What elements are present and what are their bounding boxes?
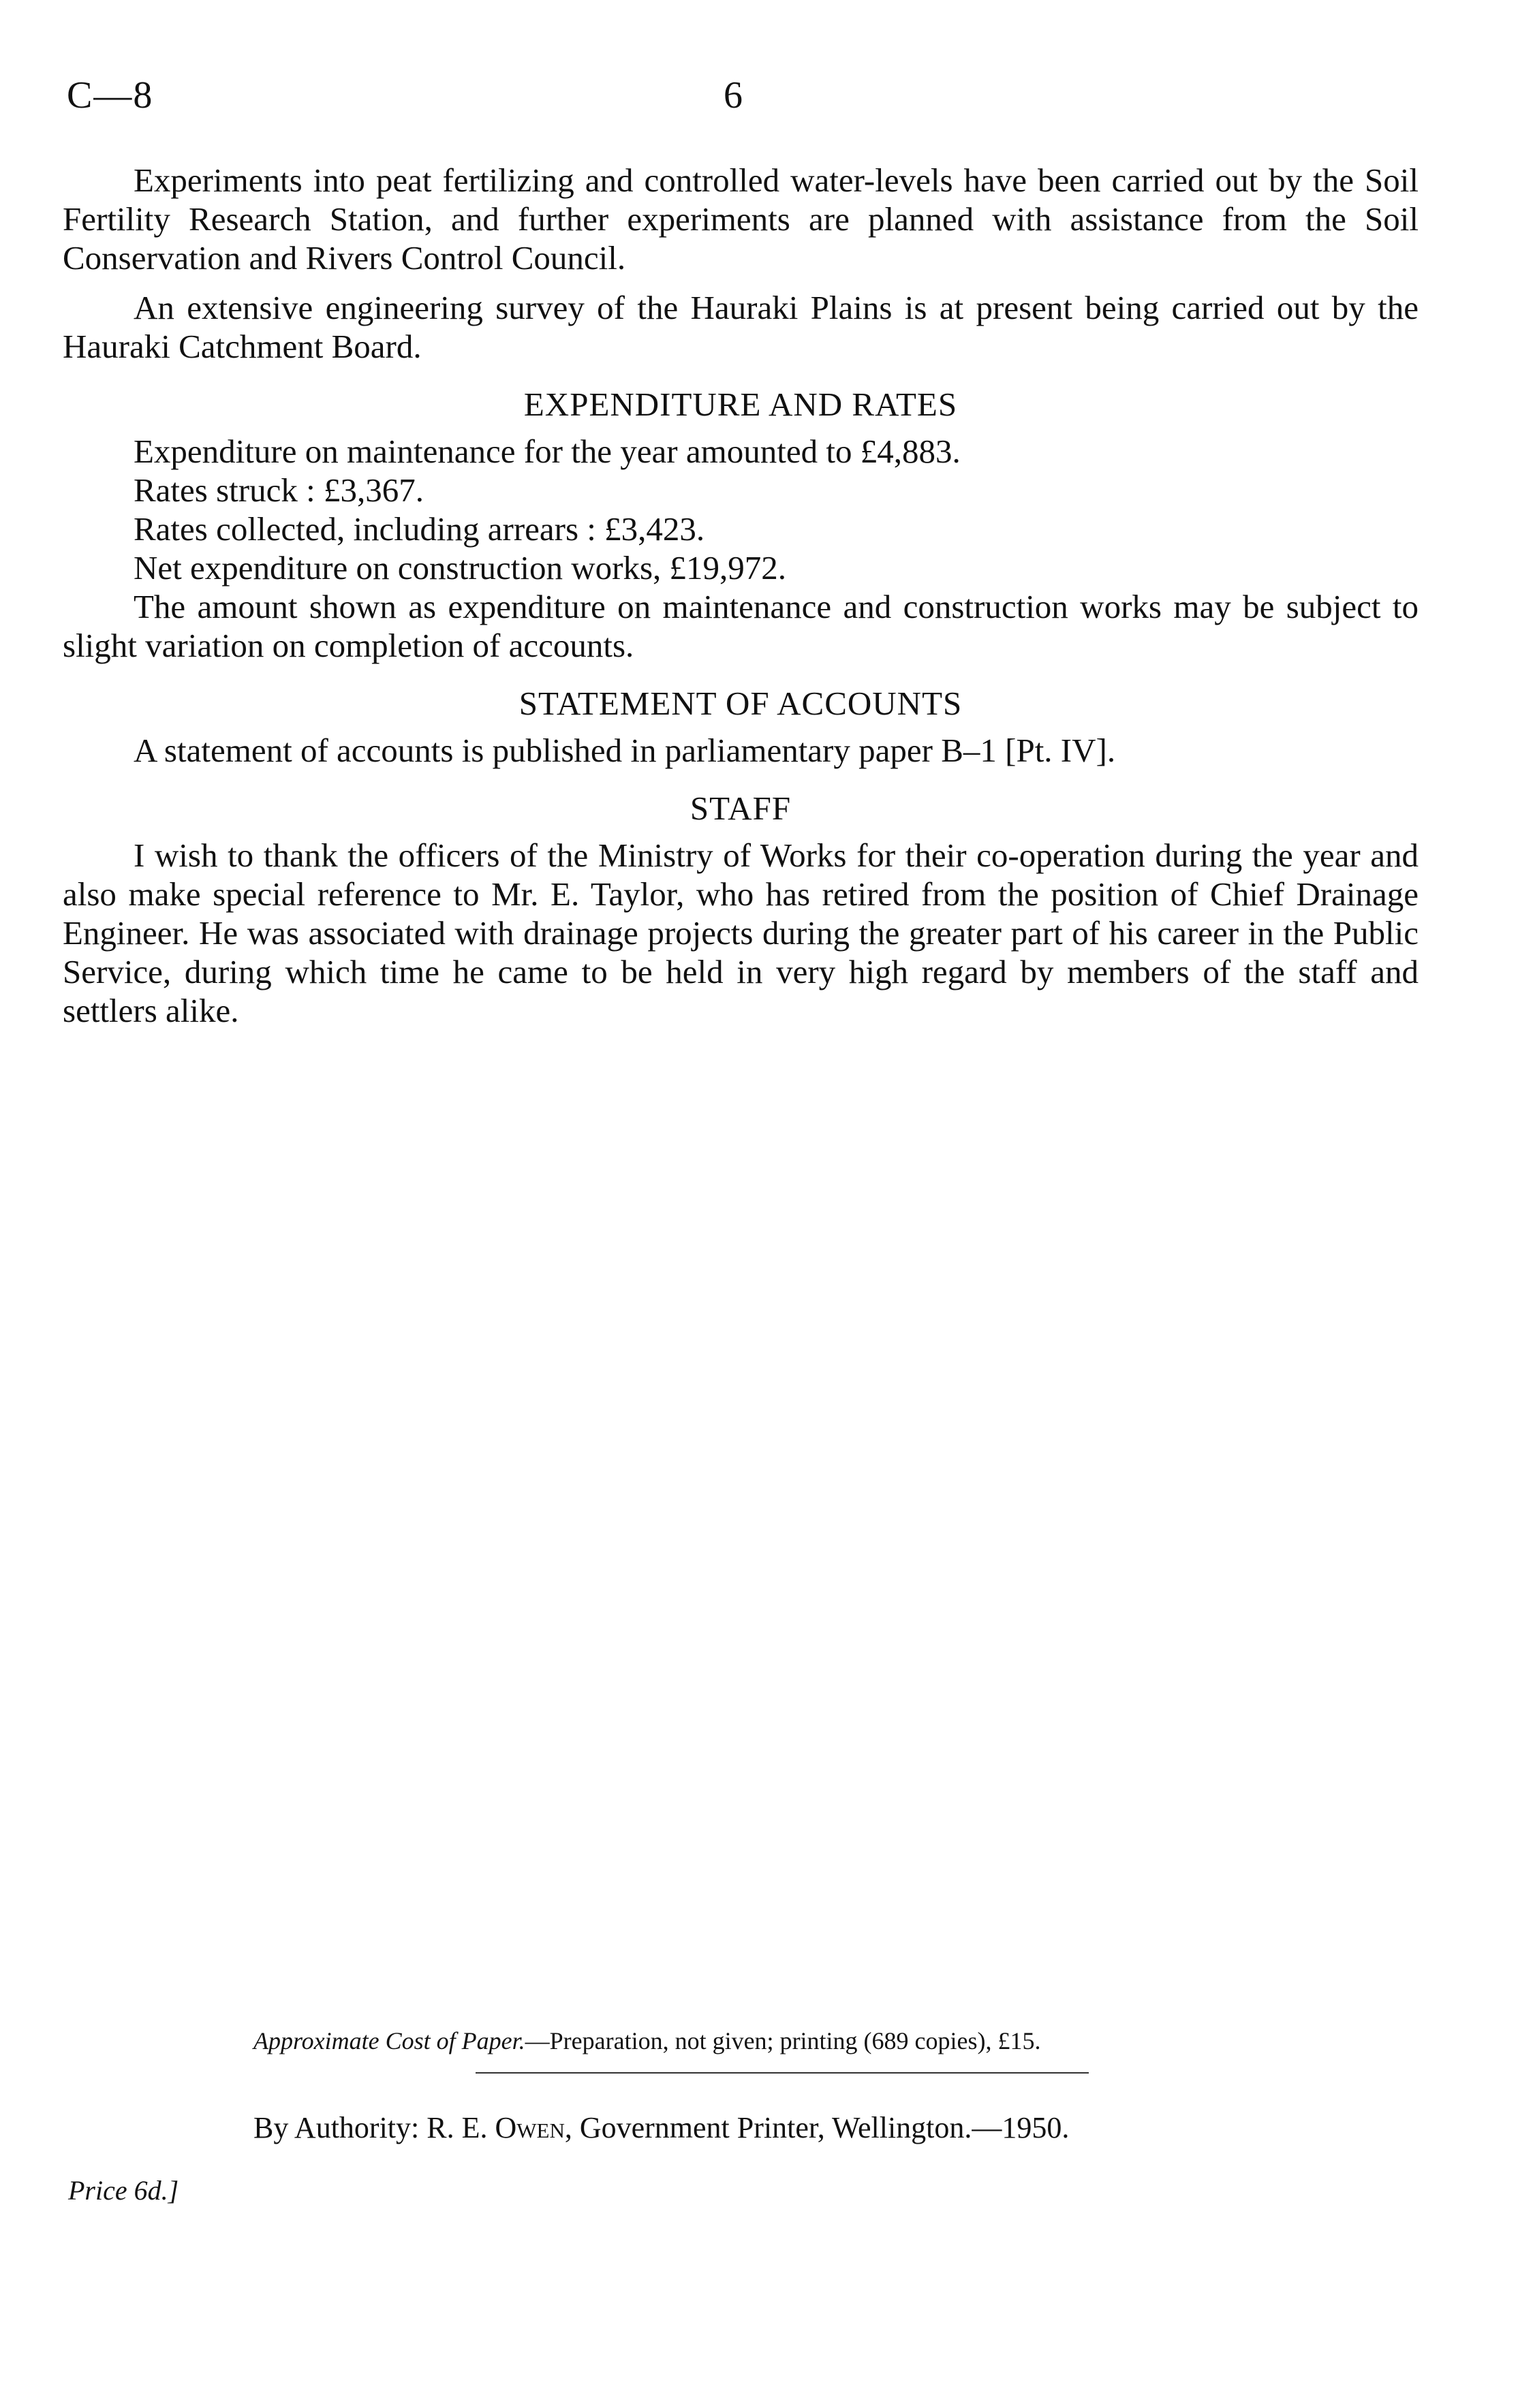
document-body	[63, 161, 1419, 1030]
line-rates-collected: Rates collected, including arrears : £3,423.	[134, 510, 705, 548]
printer-name: Owen	[495, 2111, 565, 2144]
line-net-expenditure: Net expenditure on construction works, £19,972.	[134, 549, 787, 587]
cost-of-paper-text: —Preparation, not given; printing (689 copies), £15.	[525, 2027, 1041, 2054]
line-statement-of-accounts: A statement of accounts is published in parliamentary paper B–1 [Pt. IV].	[134, 732, 1116, 769]
page-number: 6	[724, 74, 743, 116]
paragraph-staff: I wish to thank the officers of the Ministry of Works for their co-operation during the year and also make special reference to Mr. E. Taylor, who has retired from the position of Chief Drainage Engineer. He was associated with drainage projects during the greater part of his career in the Public Service, during which time he came to be held in very high regard by members of the staff and settlers alike.	[63, 836, 1419, 1029]
footer-divider	[476, 2072, 1089, 2074]
heading-staff: STAFF	[690, 789, 792, 827]
line-rates-struck: Rates struck : £3,367.	[134, 471, 424, 509]
paragraph-expenditure-variation: The amount shown as expenditure on maintenance and construction works may be subject to slight variation on completion of accounts.	[63, 588, 1419, 664]
cost-of-paper-label: Approximate Cost of Paper.	[253, 2027, 525, 2054]
heading-statement-of-accounts: STATEMENT OF ACCOUNTS	[518, 685, 963, 722]
document-code: C—8	[67, 74, 154, 116]
authority-suffix: , Government Printer, Wellington.—1950.	[564, 2111, 1070, 2144]
heading-expenditure-and-rates: EXPENDITURE AND RATES	[523, 386, 958, 423]
authority-prefix: By Authority: R. E.	[253, 2111, 495, 2144]
price-note: Price 6d.]	[68, 2175, 179, 2206]
cost-of-paper-note	[253, 2027, 1041, 2055]
printer-authority-line	[253, 2110, 1069, 2145]
paragraph-engineering-survey: An extensive engineering survey of the Hauraki Plains is at present being carried out by the Hauraki Catchment Board.	[63, 289, 1419, 365]
paragraph-peat-experiments: Experiments into peat fertilizing and controlled water-levels have been carried out by the Soil Fertility Research Station, and further experiments are planned with assistance from the Soil Conservation and Rivers Control Council.	[63, 161, 1419, 277]
line-maintenance-expenditure: Expenditure on maintenance for the year amounted to £4,883.	[134, 433, 961, 470]
